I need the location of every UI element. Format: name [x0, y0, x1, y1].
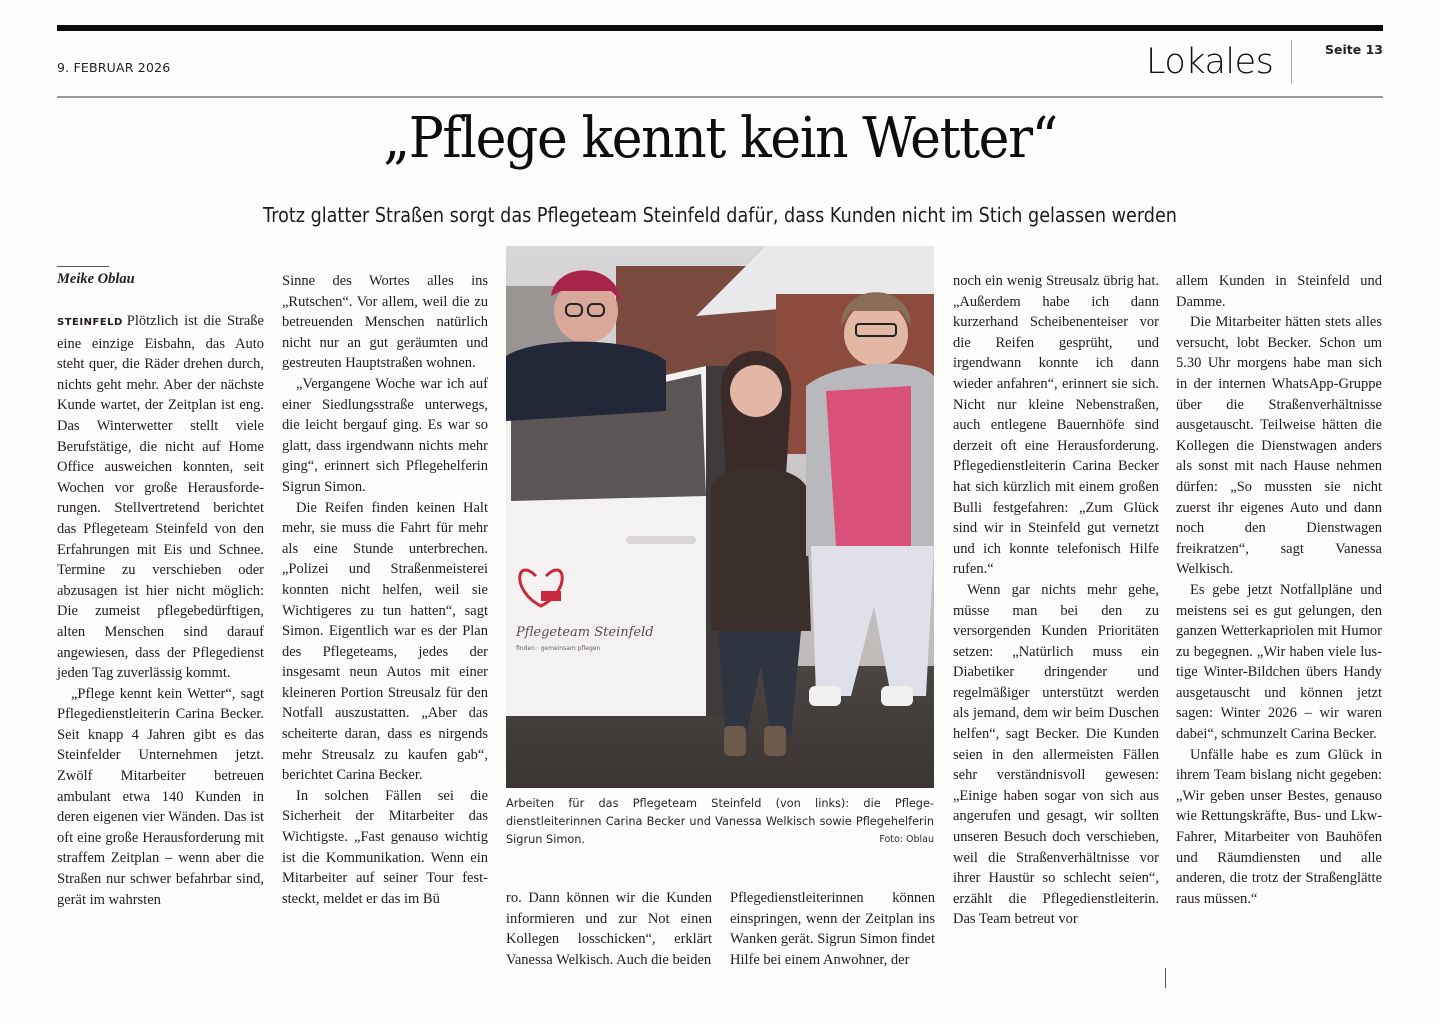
paragraph: Pflegedienstleiterinnen können einspringen, wenn der Zeitplan ins Wanken gerät. Sigrun Simon findet Hilfe bei einem Anwohner, der — [730, 890, 935, 968]
article-column-2 — [282, 271, 488, 909]
paragraph: In solchen Fällen sei die Sicherheit der Mitarbeiter das Wichtigste. „Fast genauso wichtig ist die Kommunikation. Wenn ein Mitarbeiter auf seiner Tour feststeckt, meldet er das im Bü — [282, 787, 488, 907]
headline: „Pflege kennt kein Wetter“ — [383, 106, 1057, 171]
article-photo — [506, 246, 934, 788]
paragraph: Wenn gar nichts mehr gehe, müsse man bei den zu versorgenden Kunden Prioritäten setzen: „Natürlich muss ein Diabetiker dringender und regelmäßiger unterstützt werden als jemand, dem wir beim Duschen helfen“, sagt Becker. Die Kunden seien in den allermeisten Fällen sehr verständnisvoll gewesen: „Einige haben sogar von sich aus angerufen und gesagt, wir sollten unseren Besuch doch verschieben, weil die Straßenverhältnisse vor ihrer Haustür so schlecht seien“, erzählt die Pflegedienstleiterin. Das Team betreut vor — [953, 581, 1159, 928]
header-rule — [57, 96, 1383, 98]
photo-caption — [506, 795, 934, 848]
author: Meike Oblau — [57, 271, 135, 287]
top-rule — [57, 25, 1383, 31]
paragraph: ro. Dann können wir die Kunden informieren und zur Not einen Kollegen losschicken“, erklärt Vanessa Welkisch. Auch die beiden — [506, 890, 712, 968]
article-column-5 — [953, 271, 1159, 930]
paragraph: Die Mitarbeiter hätten stets alles versucht, lobt Becker. Schon um 5.30 Uhr morgens habe man sich in der internen WhatsApp-Gruppe über die Straßenverhältnisse ausgetauscht. Teilweise hätten die Kollegen die Dienstwagen anders als sonst mit nach Hause nehmen dürfen: „So mussten sie nicht zuerst ihr eigenes Auto und dann noch den Dienstwagen freikratzen“, sagt Vanessa Welkisch. — [1176, 314, 1382, 578]
article-column-4 — [730, 888, 935, 970]
paragraph: Die Reifen finden keinen Halt mehr, sie muss die Fahrt für mehr als eine Stunde unterbrechen. „Polizei und Straßenmeisterei konnten nicht helfen, weil sie Wichtigeres zu tun hatten“, sagt Simon. Eigentlich war es der Plan des Pflegeteams, jedes der insgesamt neun Autos mit einer kleineren Portion Streusalz für den Notfall auszustatten. „Aber das scheiterte daran, dass es nirgends mehr Streusalz zu kaufen gab“, berichtet Carina Becker. — [282, 499, 488, 784]
paragraph: STEINFELD Plötzlich ist die Straße eine einzige Eisbahn, das Auto steht quer, die Räder drehen durch, nichts geht mehr. Aber der nächste Kunde wartet, der Zeitplan ist eng. Das Winterwetter stellt viele Berufstätige, die nicht auf Home Office ausweichen konnten, seit Wochen vor große Herausforderungen. Stellvertretend berichtet das Pflegeteam Steinfeld von den Erfahrungen mit Eis und Schnee. Termine zu verschieben oder abzusagen ist hier nicht möglich: Die zumeist pflegebedürftigen, alten Menschen sind darauf angewiesen, dass der Pflegedienst jeden Tag zuverlässig kommt. — [57, 313, 264, 682]
column-end-mark — [1165, 968, 1166, 988]
page-number: Seite 13 — [1325, 42, 1383, 57]
paragraph: noch ein wenig Streusalz übrig hat. „Außerdem habe ich dann kurzerhand Scheibenenteiser vor die Reifen gesprüht, und irgendwann konnte ich dann wieder anfahren“, erinnert sie sich. Nicht nur kleine Nebenstraßen, auch entlegene Bauernhöfe sind derzeit oft eine Herausforderung. Pflegedienstleiterin Carina Becker hat sich kürzlich mit einem großen Bulli festgefahren: „Zum Glück sind wir in Steinfeld gut vernetzt und ich konnte telefonisch Hilfe rufen.“ — [953, 273, 1159, 578]
section-divider — [1291, 40, 1292, 84]
paragraph: „Pflege kennt kein Wetter“, sagt Pflegedienstleiterin Carina Becker. Seit knapp 4 Jahren gibt es das Steinfelder Unternehmen jetzt. Zwölf Mitarbeiter betreuen ambulant etwa 140 Kunden in deren eigenen vier Wänden. Das ist oft eine große Herausforderung mit straffem Zeitplan – wenn aber die Straßen nur schwer befahrbar sind, gerät im wahrsten — [57, 685, 264, 908]
svg-text:finden · gemeinsam pflegen: finden · gemeinsam pflegen — [516, 645, 601, 652]
dateline: STEINFELD — [57, 317, 123, 328]
article-column-6 — [1176, 271, 1382, 909]
paragraph: allem Kunden in Steinfeld und Damme. — [1176, 273, 1382, 310]
car-logo-text: Pflegeteam Steinfeld — [516, 625, 654, 640]
paragraph: „Vergangene Woche war ich auf einer Siedlungsstraße unterwegs, die leicht bergauf ging. Es war so glatt, dass irgendwann nichts mehr ging“, erinnert sich Pflegehelferin Sigrun Simon. — [282, 375, 488, 495]
caption-text: Arbeiten für das Pflegeteam Steinfeld (von links): die Pflegedienstleiterinnen Carina Becker und Vanessa Welkisch sowie Pflegehelferin Sigrun Simon. — [506, 797, 934, 846]
subheadline: Trotz glatter Straßen sorgt das Pflegeteam Steinfeld dafür, dass Kunden nicht im Stich gelassen werden — [263, 203, 1177, 227]
photo-illustration — [506, 246, 934, 788]
paragraph: Unfälle habe es zum Glück in ihrem Team bislang nicht gegeben: „Wir geben unser Bestes, genauso wie Rettungskräfte, Bus- und Lkw-Fahrer, Mitarbeiter von Bauhöfen und Räumdiensten und alle anderen, die trotz der Straßenglätte raus müssen.“ — [1176, 746, 1382, 907]
paragraph: Sinne des Wortes alles ins „Rutschen“. Vor allem, weil die zu betreuenden Menschen natürlich nicht nur an gut geräumten und gestreuten Hauptstraßen wohnen. — [282, 273, 488, 372]
article-column-3 — [506, 888, 712, 970]
issue-date: 9. FEBRUAR 2026 — [57, 60, 171, 75]
paragraph: Es gebe jetzt Notfallpläne und meistens sei es gut gelungen, den ganzen Wetterkapriolen mit Humor zu begegnen. „Wir haben viele lustige Winter-Bildchen übers Handy ausgetauscht und können jetzt sagen: Winter 2026 – wir waren dabei“, schmunzelt Carina Becker. — [1176, 581, 1382, 743]
section-title: Lokales — [1146, 42, 1274, 82]
photo-credit: Foto: Oblau — [879, 833, 934, 845]
article-column-1 — [57, 311, 264, 910]
author-rule — [57, 266, 109, 267]
